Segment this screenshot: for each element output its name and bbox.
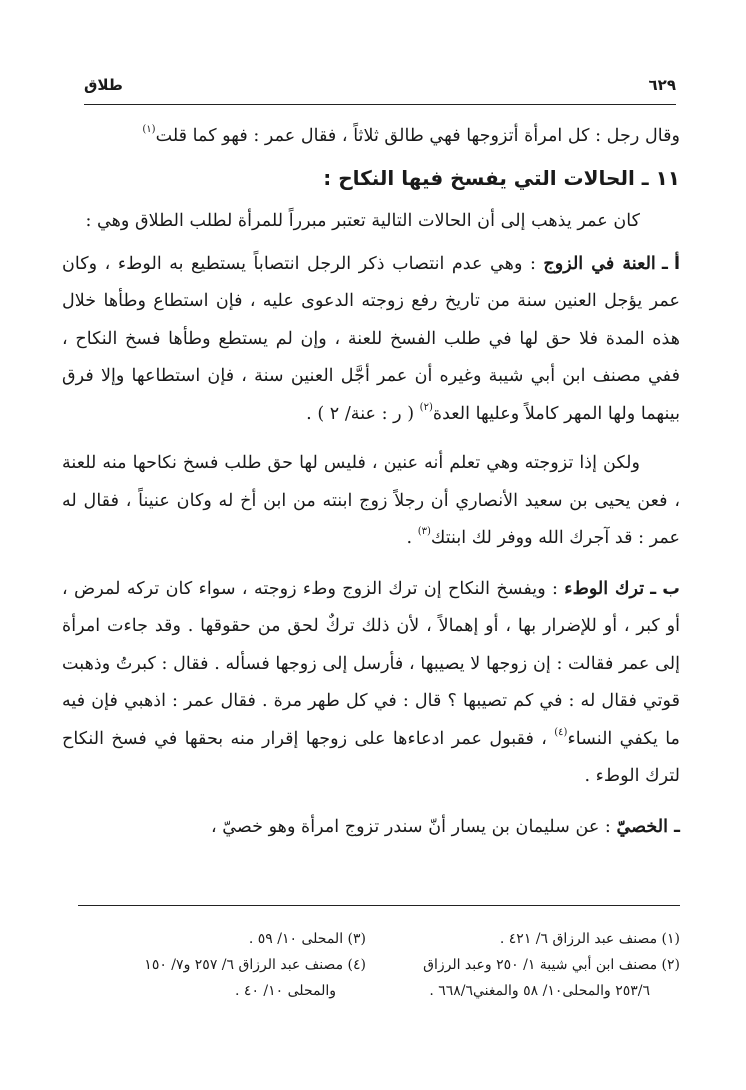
page-body [62, 118, 680, 846]
paragraph-a2-end: . [406, 528, 418, 548]
footnote-ref-1: (١) [142, 124, 156, 135]
item-b-label: ب ـ [650, 578, 680, 599]
intro-paragraph [62, 118, 680, 156]
footnote-3: (٣) المحلى ١٠/ ٥٩ . [248, 931, 366, 947]
section-heading: ١١ ـ الحالات التي يفسخ فيها النكاح : [323, 165, 680, 190]
item-b-term: ترك الوطء [564, 577, 645, 599]
item-b-text-end: ، فقبول عمر ادعاءها على زوجها إقرار منه بحقها في فسخ النكاح لترك الوطء . [62, 728, 680, 786]
section-intro: كان عمر يذهب إلى أن الحالات التالية تعتبر مبرراً للمرأة لطلب الطلاق وهي : [85, 211, 640, 231]
item-b [62, 570, 680, 796]
footnote-4-cont: والمحلى ١٠/ ٤٠ . [235, 983, 336, 999]
footnote-divider [78, 905, 680, 906]
footnotes-left-column [66, 926, 366, 1004]
footnote-ref-3: (٣) [417, 526, 431, 537]
intro-text: وقال رجل : كل امرأة أتزوجها فهي طالق ثلاثاً ، فقال عمر : فهو كما قلت [155, 126, 680, 146]
footnote-ref-4: (٤) [554, 726, 568, 738]
page-number: ٦٢٩ [648, 76, 676, 94]
item-a-label: أ ـ [661, 253, 680, 274]
page-header [84, 76, 676, 105]
footnote-ref-2: (٢) [419, 401, 433, 413]
footnote-2: (٢) مصنف ابن أبي شيبة ١/ ٢٥٠ وعبد الرزاق [423, 957, 680, 973]
item-c-term: الخصيّ [616, 815, 668, 837]
item-a-ref: ( ر : عنة/ ٢ ) . [306, 403, 420, 424]
item-b-text: : ويفسخ النكاح إن ترك الزوج وطء زوجته ، سواء كان تركه لمرض ، أو كبر ، أو للإضرار بها ، أو إهمالاً ، لأن ذلك تركٌ لحق من حقوقها . وقد جاءت امرأة إلى عمر فقالت : إن زوجها لا يصيبها ، فأرسل إلى زوجها فسأله . فقال : كبرتُ وذهبت قوتي فقال له : في كم تصيبها ؟ قال : في كل طهر مرة . فقال عمر : اذهبي فإن فيه ما يكفي النساء [62, 578, 680, 749]
paragraph-a2-text: ولكن إذا تزوجته وهي تعلم أنه عنين ، فليس لها حق طلب فسخ نكاحها منه للعنة ، فعن يحيى بن سعيد الأنصاري أن رجلاً زوج ابنته من ابن أخ له وكان عنيناً ، فقال له عمر : قد آجرك الله ووفر لك ابنتك [62, 453, 680, 548]
item-a-term: العنة في الزوج [543, 252, 656, 274]
item-a-text: : وهي عدم انتصاب ذكر الرجل انتصاباً يستطيع به الوطء ، وكان عمر يؤجل العنين سنة من تاريخ رفع زوجته الدعوى عليه ، فإن استطاع وطأها خلال هذه المدة فلا حق لها في طلب الفسخ للعنة ، وإن لم يستطع وطأها فسخ النكاح ، ففي مصنف ابن أبي شيبة وغيره أن عمر أجَّل العنين سنة ، فإن استطاعها وإلا فرق بينهما ولها المهر كاملاً وعليها العدة [62, 253, 680, 424]
paragraph-a2 [62, 445, 680, 558]
footnote-1: (١) مصنف عبد الرزاق ٦/ ٤٢١ . [499, 931, 680, 947]
footnote-4: (٤) مصنف عبد الرزاق ٦/ ٢٥٧ و٧/ ١٥٠ [144, 957, 366, 973]
item-c-text: : عن سليمان بن يسار أنّ سندر تزوج امرأة وهو خصيّ ، [210, 816, 617, 837]
item-a [62, 245, 680, 434]
running-title: طلاق [84, 76, 123, 94]
footnotes-right-column [380, 926, 680, 1004]
item-c-label: ـ [673, 816, 680, 837]
footnote-2-cont: ٢٥٣/٦ والمحلى١٠/ ٥٨ والمغني٦٦٨/٦ . [429, 983, 650, 999]
item-c [62, 808, 680, 847]
